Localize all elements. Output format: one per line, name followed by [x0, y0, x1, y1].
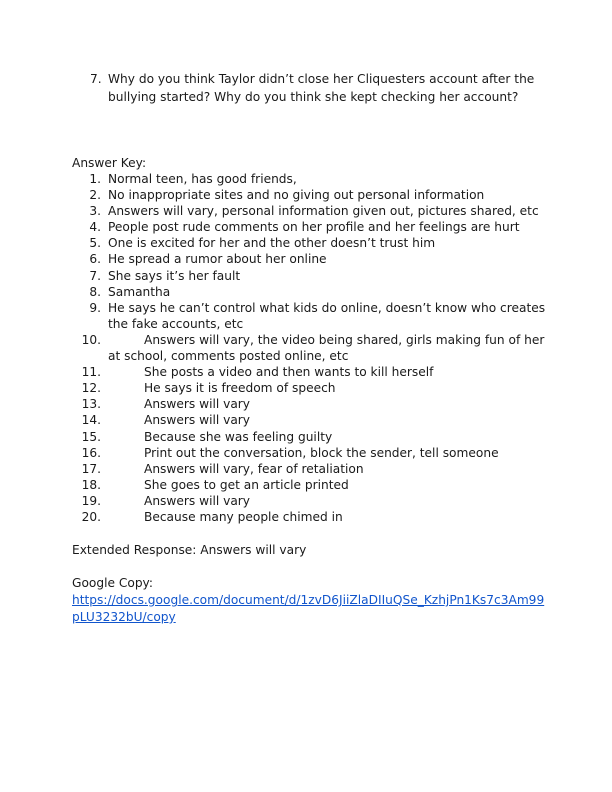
answer-key-item-number: 10.	[81, 332, 101, 347]
answer-key-item	[72, 235, 547, 251]
answer-key-item	[72, 493, 547, 509]
answer-key-item-number: 20.	[81, 509, 101, 524]
answer-key-item-text: People post rude comments on her profile and her feelings are hurt	[108, 220, 520, 235]
answer-key-item-text: Answers will vary, fear of retaliation	[144, 461, 364, 476]
answer-key-item	[72, 300, 547, 332]
answer-key-item-text: Because many people chimed in	[144, 509, 343, 524]
answer-key-item	[72, 187, 547, 203]
question-7-number: 7.	[90, 72, 102, 86]
answer-key-item	[72, 251, 547, 267]
answer-key-item-number: 1.	[89, 172, 101, 186]
answer-key-item	[72, 429, 547, 445]
answer-key-item-number: 3.	[89, 204, 101, 219]
answer-key-item	[72, 396, 547, 412]
answer-key-item-text: No inappropriate sites and no giving out personal information	[108, 188, 485, 203]
answer-key-item-text: Normal teen, has good friends,	[108, 172, 297, 186]
answer-key-item-number: 18.	[81, 477, 101, 492]
answer-key-item	[72, 477, 547, 493]
answer-key-item-text: Answers will vary, personal information given out, pictures shared, etc	[108, 204, 539, 219]
answer-key-item-number: 2.	[89, 188, 101, 203]
answer-key-item-text: Because she was feeling guilty	[144, 429, 333, 444]
answer-key-item-text: She says it’s her fault	[108, 268, 241, 283]
answer-key-item-text: Answers will vary, the video being shared, girls making fun of her at school, comments posted online, etc	[108, 332, 545, 364]
answer-key-item	[72, 284, 547, 300]
answer-key-item	[72, 268, 547, 284]
answer-key-title: Answer Key:	[72, 156, 147, 170]
google-copy-label: Google Copy:	[72, 576, 153, 590]
answer-key-item	[72, 509, 547, 525]
question-7	[72, 71, 542, 106]
answer-key-item-number: 11.	[81, 365, 101, 380]
answer-key-item-number: 16.	[81, 445, 101, 460]
answer-key-item-number: 6.	[89, 252, 101, 267]
answer-key-item-number: 15.	[81, 429, 101, 444]
answer-key-item-text: One is excited for her and the other doesn’t trust him	[108, 236, 436, 251]
answer-key-list	[72, 171, 547, 525]
question-7-text: Why do you think Taylor didn’t close her Cliquesters account after the bullying started? Why do you think she kept checking her account?	[108, 72, 535, 104]
answer-key-item	[72, 380, 547, 396]
answer-key-item-number: 5.	[89, 236, 101, 251]
answer-key-item-number: 4.	[89, 220, 101, 235]
answer-key-item-text: Answers will vary	[144, 397, 251, 412]
answer-key-item-text: She goes to get an article printed	[144, 477, 349, 492]
answer-key-item	[72, 412, 547, 428]
answer-key-item-number: 7.	[89, 268, 101, 283]
answer-key-item-text: She posts a video and then wants to kill herself	[144, 365, 434, 380]
answer-key-item-number: 17.	[81, 461, 101, 476]
answer-key-section	[72, 155, 547, 525]
answer-key-item-text: Answers will vary	[144, 413, 251, 428]
answer-key-item-number: 13.	[81, 397, 101, 412]
google-copy-section	[72, 575, 547, 626]
answer-key-item	[72, 364, 547, 380]
answer-key-item-text: He says he can’t control what kids do online, doesn’t know who creates the fake accounts, etc	[108, 300, 546, 331]
answer-key-item-text: He spread a rumor about her online	[108, 252, 327, 267]
google-copy-link[interactable]: https://docs.google.com/document/d/1zvD6JiiZlaDIIuQSe_KzhjPn1Ks7c3Am99pLU3232bU/copy	[72, 593, 545, 624]
answer-key-item-text: He says it is freedom of speech	[144, 381, 336, 396]
answer-key-item-number: 9.	[89, 300, 101, 315]
answer-key-item-text: Samantha	[108, 284, 171, 299]
answer-key-item	[72, 461, 547, 477]
answer-key-item-number: 14.	[81, 413, 101, 428]
answer-key-item-number: 19.	[81, 493, 101, 508]
answer-key-item	[72, 171, 547, 187]
answer-key-item	[72, 219, 547, 235]
answer-key-item-number: 12.	[81, 381, 101, 396]
answer-key-item	[72, 203, 547, 219]
answer-key-item	[72, 332, 547, 364]
answer-key-item-text: Print out the conversation, block the sender, tell someone	[144, 445, 499, 460]
answer-key-item	[72, 445, 547, 461]
answer-key-item-number: 8.	[89, 284, 101, 299]
answer-key-item-text: Answers will vary	[144, 493, 251, 508]
extended-response: Extended Response: Answers will vary	[72, 543, 307, 557]
